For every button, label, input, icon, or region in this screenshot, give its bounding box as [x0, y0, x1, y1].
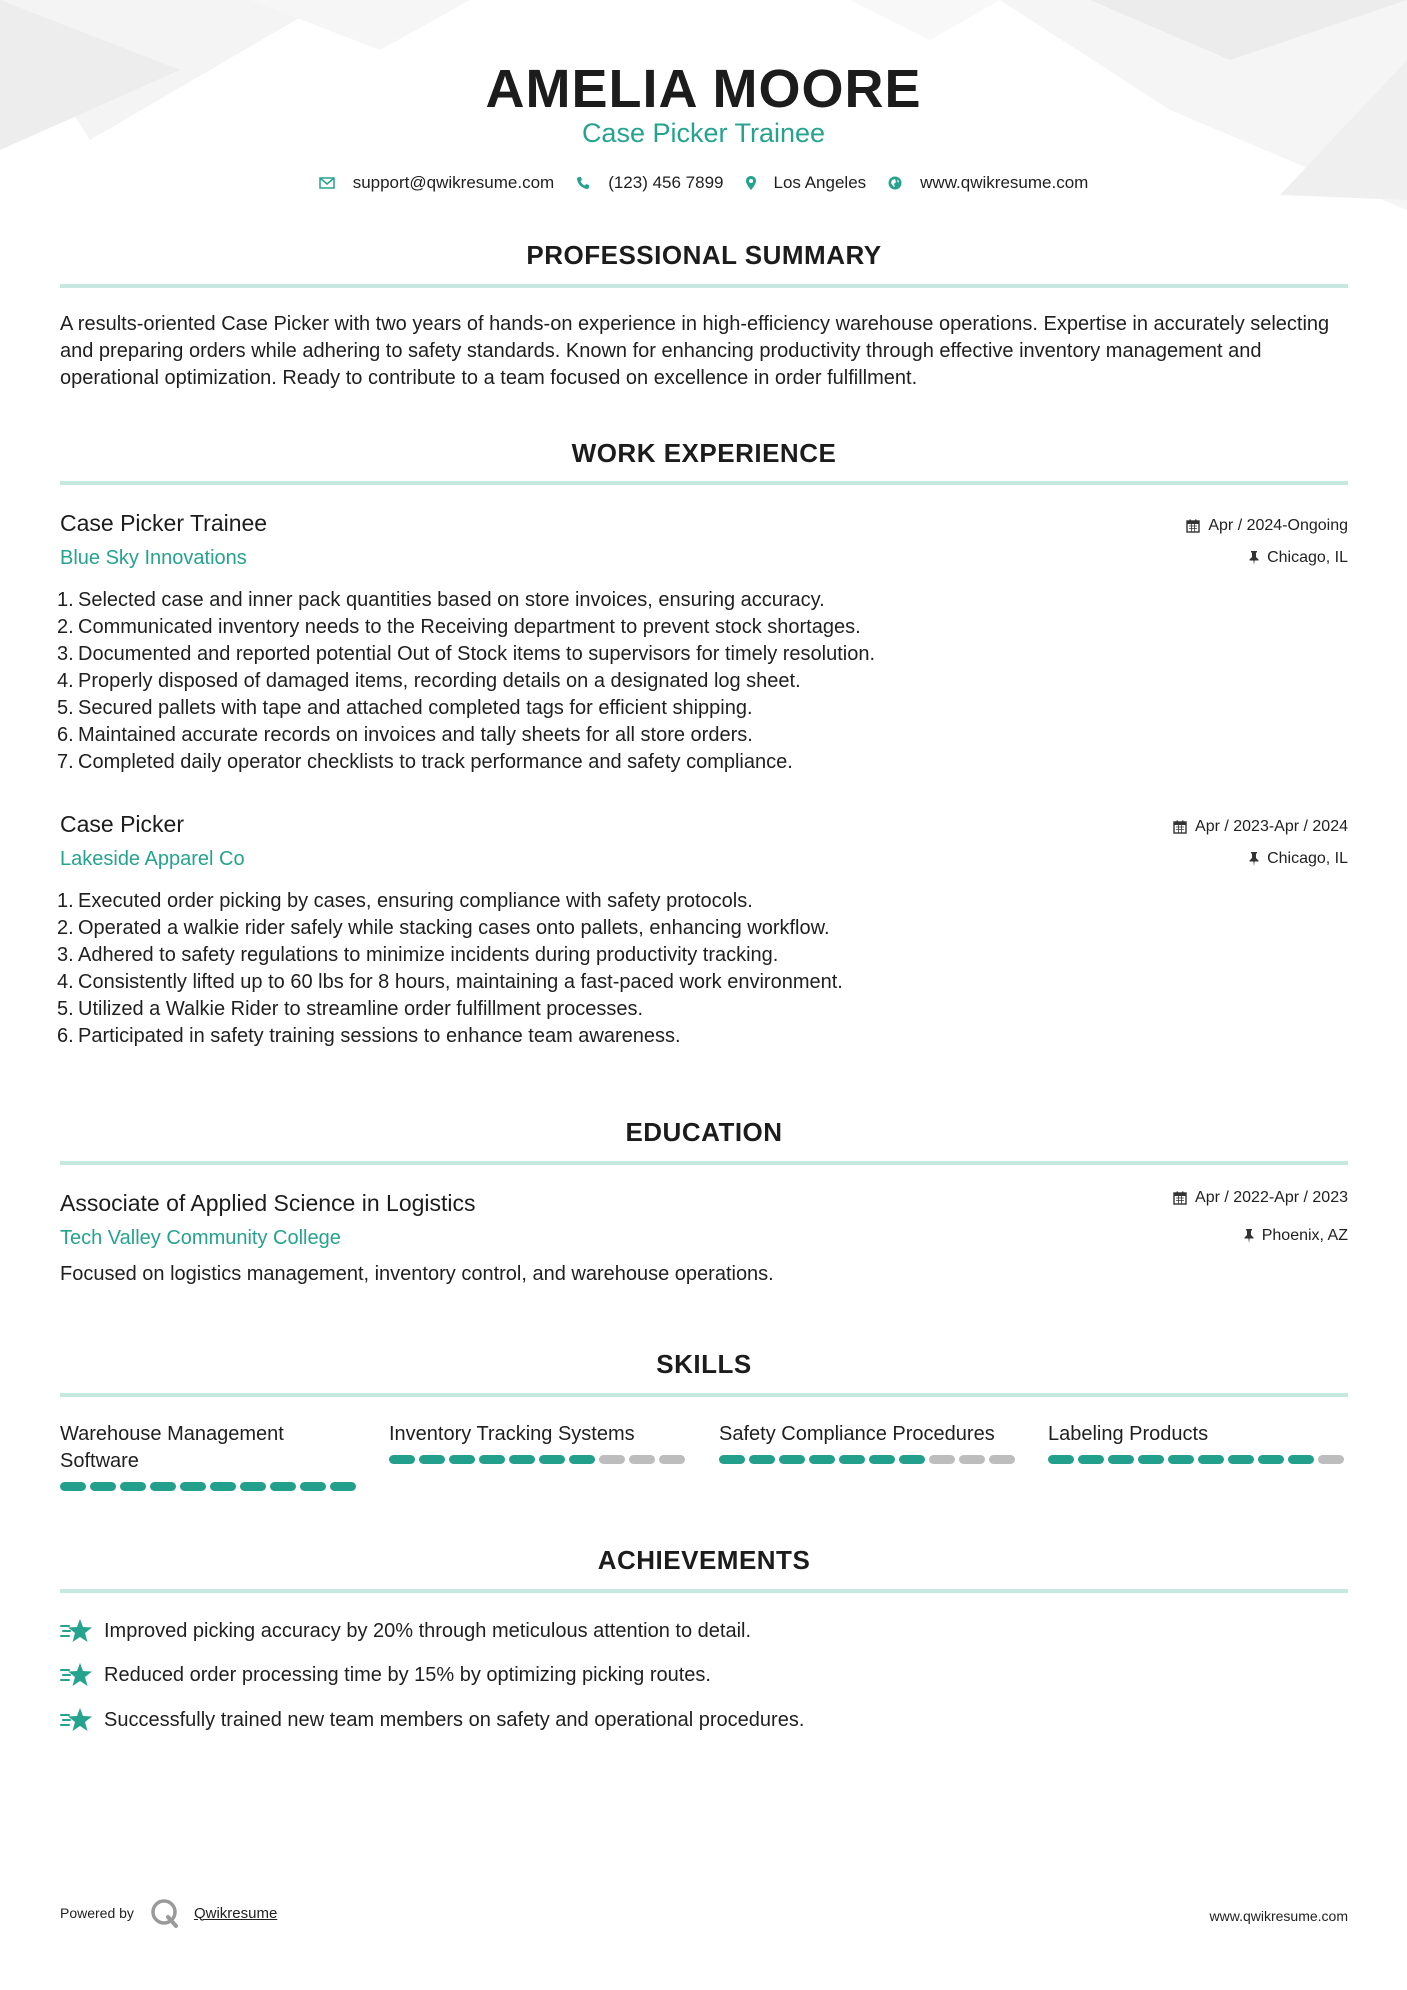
section-divider	[60, 284, 1348, 288]
section-divider	[60, 1393, 1348, 1397]
section-title-skills: SKILLS	[656, 1349, 752, 1379]
skill-level-segment	[989, 1455, 1015, 1464]
skill-level-segment	[599, 1455, 625, 1464]
job-location	[1249, 850, 1348, 868]
skill-level-segment	[1228, 1455, 1254, 1464]
skill-name: Inventory Tracking Systems	[389, 1423, 635, 1445]
bullet-text: Completed daily operator checklists to track performance and safety compliance.	[78, 751, 793, 773]
skill-level-segment	[869, 1455, 895, 1464]
contact-phone[interactable]	[576, 173, 723, 193]
bullet-text: Properly disposed of damaged items, recording details on a designated log sheet.	[78, 670, 801, 692]
skill-level-bar	[1048, 1455, 1348, 1464]
bullet-text: Participated in safety training sessions to enhance team awareness.	[78, 1025, 681, 1047]
achievement-text: Improved picking accuracy by 20% through meticulous attention to detail.	[104, 1619, 752, 1642]
bullet-text: Consistently lifted up to 60 lbs for 8 hours, maintaining a fast-paced work environment.	[78, 971, 843, 993]
footer-website[interactable]: www.qwikresume.com	[1209, 1908, 1348, 1924]
skill-level-segment	[300, 1482, 326, 1491]
skill-level-segment	[389, 1455, 415, 1464]
list-item: 4. Properly disposed of damaged items, recording details on a designated log sheet.	[57, 668, 1307, 695]
bullet-text: Executed order picking by cases, ensuring compliance with safety protocols.	[78, 890, 753, 912]
job-bullets	[57, 888, 1307, 1050]
skill-level-segment	[210, 1482, 236, 1491]
skill-level-segment	[1318, 1455, 1344, 1464]
education-location	[1244, 1227, 1348, 1245]
skill-level-segment	[1138, 1455, 1164, 1464]
skill-level-segment	[959, 1455, 985, 1464]
skill-item	[719, 1421, 1019, 1464]
contact-email-text: support@qwikresume.com	[352, 173, 555, 192]
bullet-text: Operated a walkie rider safely while stacking cases onto pallets, enhancing workflow.	[78, 917, 830, 939]
job-title: Case Picker Trainee	[60, 510, 268, 536]
candidate-name: AMELIA MOORE	[485, 59, 922, 119]
skill-level-segment	[240, 1482, 266, 1491]
bullet-text: Secured pallets with tape and attached completed tags for efficient shipping.	[78, 697, 753, 719]
list-item: 3. Adhered to safety regulations to minimize incidents during productivity tracking.	[57, 942, 1307, 969]
contact-email[interactable]	[319, 173, 555, 193]
star-achievement-icon	[60, 1661, 94, 1689]
contact-phone-text: (123) 456 7899	[608, 173, 724, 192]
skill-level-segment	[1048, 1455, 1074, 1464]
section-divider	[60, 1589, 1348, 1593]
achievement-item	[60, 1706, 804, 1734]
job-dates	[1173, 818, 1348, 836]
contact-website[interactable]	[888, 173, 1088, 193]
skill-level-segment	[929, 1455, 955, 1464]
pushpin-icon	[1249, 852, 1259, 866]
job-company: Lakeside Apparel Co	[60, 848, 245, 870]
powered-by-label: Powered by	[60, 1905, 134, 1921]
skill-level-segment	[899, 1455, 925, 1464]
skill-level-segment	[479, 1455, 505, 1464]
achievement-item	[60, 1661, 711, 1689]
skill-level-bar	[389, 1455, 689, 1464]
skill-level-segment	[809, 1455, 835, 1464]
education-dates	[1173, 1189, 1348, 1207]
skill-level-segment	[659, 1455, 685, 1464]
contact-location	[746, 173, 867, 193]
education-description: Focused on logistics management, inventory control, and warehouse operations.	[60, 1263, 774, 1285]
list-item: 2. Communicated inventory needs to the Receiving department to prevent stock shortages.	[57, 614, 1307, 641]
job-title: Case Picker	[60, 811, 184, 837]
skill-item	[60, 1421, 360, 1491]
qwikresume-logo-icon	[150, 1898, 180, 1928]
skill-name: Safety Compliance Procedures	[719, 1423, 995, 1445]
skill-level-segment	[419, 1455, 445, 1464]
education-dates-text: Apr / 2022-Apr / 2023	[1195, 1189, 1348, 1206]
skill-level-segment	[1258, 1455, 1284, 1464]
skill-level-segment	[719, 1455, 745, 1464]
bullet-text: Maintained accurate records on invoices and tally sheets for all store orders.	[78, 724, 753, 746]
section-title-education: EDUCATION	[625, 1117, 783, 1147]
skill-level-segment	[150, 1482, 176, 1491]
list-item: 6. Participated in safety training sessions to enhance team awareness.	[57, 1023, 1307, 1050]
skill-level-segment	[330, 1482, 356, 1491]
skill-level-bar	[60, 1482, 360, 1491]
degree-title: Associate of Applied Science in Logistics	[60, 1190, 476, 1216]
star-achievement-icon	[60, 1617, 94, 1645]
skill-level-segment	[509, 1455, 535, 1464]
summary-text: A results-oriented Case Picker with two years of hands-on experience in high-efficiency warehouse operations. Expertise in accurately selecting and preparing orders while adhering to safety standards. Known for enhancing productivity through effective inventory management and operational optimization. Ready to contribute to a team focused on excellence in order fulfillment.	[60, 313, 1330, 389]
calendar-icon	[1173, 820, 1187, 834]
section-title-achievements: ACHIEVEMENTS	[597, 1545, 811, 1575]
skill-level-segment	[1288, 1455, 1314, 1464]
skill-level-segment	[270, 1482, 296, 1491]
contact-website-text: www.qwikresume.com	[920, 173, 1089, 192]
star-achievement-icon	[60, 1706, 94, 1734]
map-marker-icon	[746, 176, 756, 190]
skill-level-segment	[749, 1455, 775, 1464]
section-divider	[60, 1161, 1348, 1165]
skill-level-segment	[90, 1482, 116, 1491]
section-divider	[60, 481, 1348, 485]
job-location-text: Chicago, IL	[1267, 850, 1348, 867]
skill-level-segment	[1168, 1455, 1194, 1464]
calendar-icon	[1173, 1191, 1187, 1205]
skill-level-segment	[120, 1482, 146, 1491]
bullet-text: Communicated inventory needs to the Receiving department to prevent stock shortages.	[78, 616, 861, 638]
job-dates	[1186, 517, 1348, 535]
list-item: 1. Selected case and inner pack quantities based on store invoices, ensuring accuracy.	[57, 587, 1307, 614]
job-location	[1249, 549, 1348, 567]
job-dates-text: Apr / 2024-Ongoing	[1208, 517, 1348, 534]
achievement-text: Successfully trained new team members on safety and operational procedures.	[104, 1708, 805, 1731]
skill-item	[1048, 1421, 1348, 1464]
skill-level-segment	[1108, 1455, 1134, 1464]
skill-level-segment	[180, 1482, 206, 1491]
contact-bar	[0, 173, 1407, 193]
skill-level-segment	[539, 1455, 565, 1464]
achievement-item	[60, 1617, 751, 1645]
list-item: 1. Executed order picking by cases, ensuring compliance with safety protocols.	[57, 888, 1307, 915]
list-item: 6. Maintained accurate records on invoices and tally sheets for all store orders.	[57, 722, 1307, 749]
list-item: 3. Documented and reported potential Out of Stock items to supervisors for timely resolution.	[57, 641, 1307, 668]
education-location-text: Phoenix, AZ	[1261, 1227, 1348, 1244]
skill-level-segment	[1198, 1455, 1224, 1464]
section-title-summary: PROFESSIONAL SUMMARY	[526, 240, 882, 270]
skill-level-segment	[449, 1455, 475, 1464]
phone-icon	[576, 176, 590, 190]
pushpin-icon	[1249, 551, 1259, 565]
skill-level-segment	[60, 1482, 86, 1491]
skill-level-segment	[1078, 1455, 1104, 1464]
list-item: 7. Completed daily operator checklists to track performance and safety compliance.	[57, 749, 1307, 776]
list-item: 5. Secured pallets with tape and attached completed tags for efficient shipping.	[57, 695, 1307, 722]
skill-level-segment	[779, 1455, 805, 1464]
calendar-icon	[1186, 519, 1200, 533]
skill-level-segment	[839, 1455, 865, 1464]
achievement-text: Reduced order processing time by 15% by optimizing picking routes.	[104, 1663, 711, 1686]
bullet-text: Selected case and inner pack quantities based on store invoices, ensuring accuracy.	[78, 589, 825, 611]
job-dates-text: Apr / 2023-Apr / 2024	[1195, 818, 1348, 835]
list-item: 4. Consistently lifted up to 60 lbs for 8 hours, maintaining a fast-paced work environment.	[57, 969, 1307, 996]
bullet-text: Utilized a Walkie Rider to streamline order fulfillment processes.	[78, 998, 644, 1020]
job-company: Blue Sky Innovations	[60, 547, 247, 569]
skill-level-bar	[719, 1455, 1019, 1464]
skill-name: Warehouse Management Software	[60, 1423, 284, 1472]
pushpin-icon	[1244, 1229, 1254, 1243]
list-item: 2. Operated a walkie rider safely while stacking cases onto pallets, enhancing workflow.	[57, 915, 1307, 942]
skill-name: Labeling Products	[1048, 1423, 1209, 1445]
section-title-experience: WORK EXPERIENCE	[571, 438, 837, 468]
job-location-text: Chicago, IL	[1267, 549, 1348, 566]
bullet-text: Documented and reported potential Out of Stock items to supervisors for timely resolution.	[78, 643, 876, 665]
contact-location-text: Los Angeles	[773, 173, 867, 192]
bullet-text: Adhered to safety regulations to minimize incidents during productivity tracking.	[78, 944, 779, 966]
envelope-icon	[319, 177, 335, 189]
skill-item	[389, 1421, 689, 1464]
school-name: Tech Valley Community College	[60, 1227, 341, 1249]
skill-level-segment	[569, 1455, 595, 1464]
job-bullets	[57, 587, 1307, 776]
skill-level-segment	[629, 1455, 655, 1464]
footer-powered-by	[60, 1898, 277, 1928]
list-item: 5. Utilized a Walkie Rider to streamline order fulfillment processes.	[57, 996, 1307, 1023]
globe-icon	[888, 176, 902, 190]
candidate-role: Case Picker Trainee	[581, 118, 826, 148]
qwikresume-link[interactable]: Qwikresume	[193, 1904, 278, 1922]
